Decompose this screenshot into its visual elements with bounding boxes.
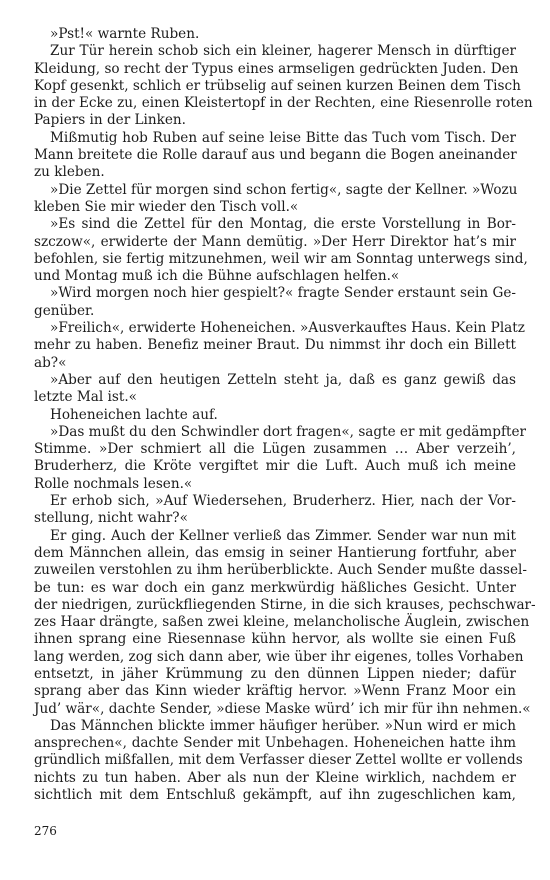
text-line: befohlen, sie fertig mitzunehmen, weil wir am Sonntag unterwegs sind, <box>34 250 528 267</box>
text-line: ansprechen«, dachte Sender mit Unbehagen. Hoheneichen hatte ihm <box>34 735 516 752</box>
text-line: »Aber auf den heutigen Zetteln steht ja, daß es ganz gewiß das <box>50 371 516 388</box>
text-line: Rolle nochmals lesen.« <box>34 475 193 492</box>
text-line: kleben Sie mir wieder den Tisch voll.« <box>34 198 299 215</box>
text-line: Stimme. »Der schmiert all die Lügen zusammen … Aber verzeih’, <box>34 441 516 458</box>
text-line: »Freilich«, erwiderte Hoheneichen. »Ausverkauftes Haus. Kein Platz <box>50 320 525 337</box>
text-line: ihnen sprang eine Riesennase kühn hervor, als wollte sie einen Fuß <box>34 631 516 648</box>
text-line: Er ging. Auch der Kellner verließ das Zimmer. Sender war nun mit <box>50 527 516 544</box>
text-line: »Pst!« warnte Ruben. <box>50 26 200 42</box>
text-line: stellung, nicht wahr?« <box>34 510 188 527</box>
text-line: Kleidung, so recht der Typus eines armseligen gedrückten Juden. Den <box>34 60 519 77</box>
text-line: »Es sind die Zettel für den Montag, die erste Vorstellung in Bor- <box>50 216 516 233</box>
text-line: letzte Mal ist.« <box>34 389 137 406</box>
text-line: »Wird morgen noch hier gespielt?« fragte Sender erstaunt sein Ge- <box>50 285 516 302</box>
text-line: »Die Zettel für morgen sind schon fertig«, sagte der Kellner. »Wozu <box>50 181 518 198</box>
text-line: Jud’ wär«, dachte Sender, »diese Maske würd’ ich mir für ihn nehmen.« <box>34 700 531 717</box>
page-number: 276 <box>34 824 57 838</box>
text-line: Mißmutig hob Ruben auf seine leise Bitte das Tuch vom Tisch. Der <box>50 129 516 146</box>
text-line: zu kleben. <box>34 164 105 181</box>
text-line: dem Männchen allein, das emsig in seiner Hantierung fortfuhr, aber <box>34 544 516 561</box>
text-line: gründlich mißfallen, mit dem Verfasser dieser Zettel wollte er vollends <box>34 752 523 769</box>
text-line: Zur Tür herein schob sich ein kleiner, hagerer Mensch in dürftiger <box>50 43 516 60</box>
text-line: der niedrigen, zurückfliegenden Stirne, in die sich krauses, pechschwar- <box>34 596 536 613</box>
text-line: Kopf gesenkt, schlich er trübselig auf seinen kurzen Beinen dem Tisch <box>34 77 521 94</box>
text-line: in der Ecke zu, einen Kleistertopf in der Rechten, eine Riesenrolle roten <box>34 95 533 112</box>
text-line: Mann breitete die Rolle darauf aus und begann die Bogen aneinander <box>34 147 517 164</box>
text-line: lang werden, zog sich dann aber, wie über ihr eigenes, tolles Vorhaben <box>34 648 524 665</box>
text-line: und Montag muß ich die Bühne aufschlagen helfen.« <box>34 268 400 285</box>
text-line: Das Männchen blickte immer häufiger herüber. »Nun wird er mich <box>50 717 516 734</box>
text-line: entsetzt, in jäher Krümmung zu den dünnen Lippen nieder; dafür <box>34 665 516 682</box>
text-line: Hoheneichen lachte auf. <box>50 406 218 423</box>
text-line: szczow«, erwiderte der Mann demütig. »Der Herr Direktor hat’s mir <box>34 233 516 250</box>
text-line: »Das mußt du den Schwindler dort fragen«, sagte er mit gedämpfter <box>50 423 527 440</box>
text-line: mehr zu haben. Benefiz meiner Braut. Du nimmst ihr doch ein Billett <box>34 337 516 354</box>
text-line: zuweilen verstohlen zu ihm herüberblickte. Auch Sender mußte dassel- <box>34 562 527 579</box>
text-line: nichts zu tun haben. Aber als nun der Kleine wirklich, nachdem er <box>34 769 516 786</box>
text-line: ab?« <box>34 354 67 371</box>
text-line: zes Haar drängte, saßen zwei kleine, melancholische Äuglein, zwischen <box>34 614 530 631</box>
body-text <box>34 26 536 804</box>
text-line: Papiers in der Linken. <box>34 112 187 129</box>
text-line: sprang aber das Kinn wieder kräftig hervor. »Wenn Franz Moor ein <box>34 683 516 700</box>
text-line: Er erhob sich, »Auf Wiedersehen, Bruderherz. Hier, nach der Vor- <box>50 493 516 510</box>
text-line: be tun: es war doch ein ganz merkwürdig häßliches Gesicht. Unter <box>34 579 516 596</box>
text-line: Bruderherz, die Kröte vergiftet mir die Luft. Auch muß ich meine <box>34 458 516 475</box>
text-line: genüber. <box>34 302 95 319</box>
text-line: sichtlich mit dem Entschluß gekämpft, auf ihn zugeschlichen kam, <box>34 787 516 804</box>
